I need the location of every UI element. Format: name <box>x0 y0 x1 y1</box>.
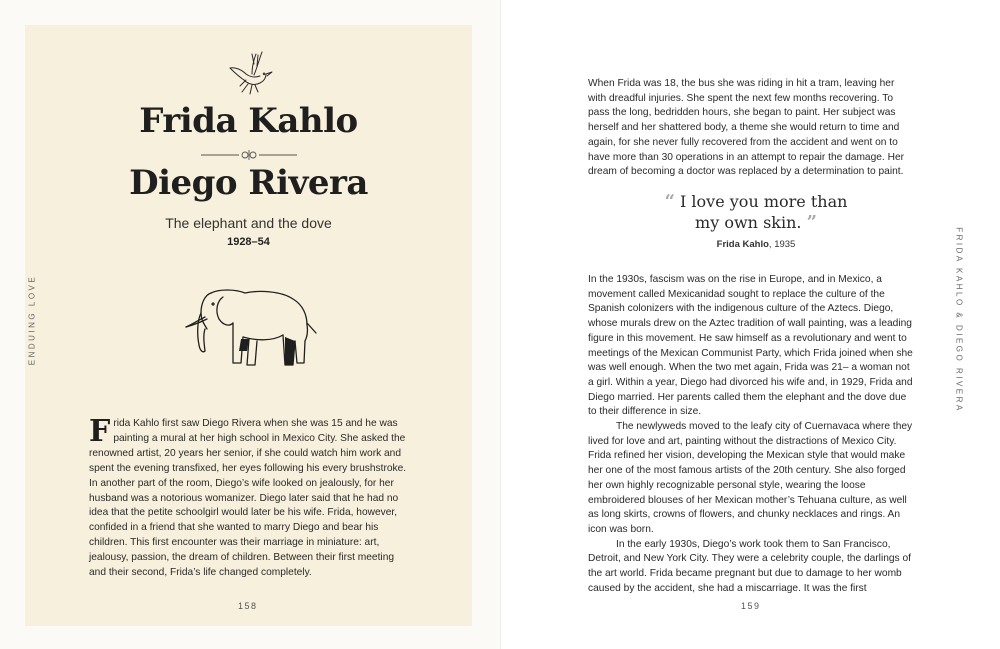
quote-author: Frida Kahlo <box>716 239 769 250</box>
page-number-right: 159 <box>741 601 761 611</box>
close-quote-mark: ” <box>806 212 817 233</box>
pull-quote-line-1 <box>631 191 881 212</box>
ornament-icon <box>201 149 297 161</box>
paragraph-1930s: In the 1930s, fascism was on the rise in Europe, and in Mexico, a movement called Mexicanidad sought to replace the culture of the Spanish colonizers with the indigenous culture of the Aztecs. Diego, whose murals drew on the Aztec tradition of wall painting, was a leading figure in this movement. He saw himself as a revolutionary and went to meetings of the Mexican Communist Party, which Frida joined when she was well enough. When the two met again, Frida was 21– a woman not a girl. Within a year, Diego had divorced his wife and, in 1929, Frida and Diego married. Her parents called them the elephant and the dove due to their difference in size. <box>588 274 913 418</box>
page-number-left: 158 <box>238 601 258 611</box>
years: 1928–54 <box>227 236 270 248</box>
right-page <box>500 0 1000 649</box>
quote-attribution <box>631 239 881 250</box>
subtitle: The elephant and the dove <box>165 215 332 231</box>
intro-paragraph-text: rida Kahlo first saw Diego Rivera when she was 15 and he was painting a mural at her high school in Mexico City. She asked the renowned artist, 20 years her senior, if she could watch him work and spent the evening transfixed, her eyes following his every brushstroke. In another part of the room, Diego’s wife looked on jealously, for her husband was a notorious womanizer. Diego later said that he had no idea that the petite schoolgirl would later be his wife. Frida, however, confided in a friend that she wanted to marry Diego and bear his children. This first encounter was their marriage in miniature: art, jealousy, passion, the dream of children. Between their first meeting and their second, Frida’s life changed completely. <box>89 418 407 579</box>
pull-quote-text-2: my own skin. <box>695 213 802 232</box>
pull-quote <box>631 191 881 233</box>
pull-quote-text-1: I love you more than <box>680 192 848 211</box>
dove-icon <box>226 50 274 100</box>
quote-year: , 1935 <box>768 239 796 250</box>
title-line-1: Frida Kahlo <box>139 101 358 141</box>
title-line-2: Diego Rivera <box>129 163 368 203</box>
side-label-left: ENDUING LOVE <box>27 274 37 366</box>
dropcap: F <box>89 414 111 449</box>
side-label-right: FRIDA KAHLO & DIEGO RIVERA <box>954 227 964 413</box>
pull-quote-line-2 <box>631 212 881 233</box>
intro-paragraph <box>89 414 411 581</box>
paragraph-accident: When Frida was 18, the bus she was riding in hit a tram, leaving her with dreadful injuries. She spent the next few months recovering. To pass the long, bedridden hours, she began to paint. Her subject was herself and her shattered body, a theme she would return to time and again, for she never fully recovered from the accident and went on to have more than 30 operations in an attempt to repair the damage. Her dream of becoming a doctor was replaced by a determination to paint. <box>588 78 905 178</box>
paragraph-newlyweds: The newlyweds moved to the leafy city of Cuernavaca where they lived for love and art, painting without the distractions of Mexico City. Frida refined her vision, developing the Mexican style that would make her one of the most famous artists of the 20th century. She also forged her own highly recognizable personal style, wearing the loose embroidered blouses of her Mexican mother’s Tehuana culture, as well as long skirts, crowns of flowers, and chunky necklaces and rings. An icon was born. <box>588 421 913 535</box>
paragraph-early-1930s: In the early 1930s, Diego’s work took them to San Francisco, Detroit, and New York City. They were a celebrity couple, the darlings of the art world. Frida became pregnant but due to damage to her womb caused by the accident, she had a miscarriage. It was the first <box>588 538 911 594</box>
elephant-icon <box>183 285 318 375</box>
body-continued <box>588 273 913 596</box>
open-quote-mark: “ <box>664 191 675 212</box>
